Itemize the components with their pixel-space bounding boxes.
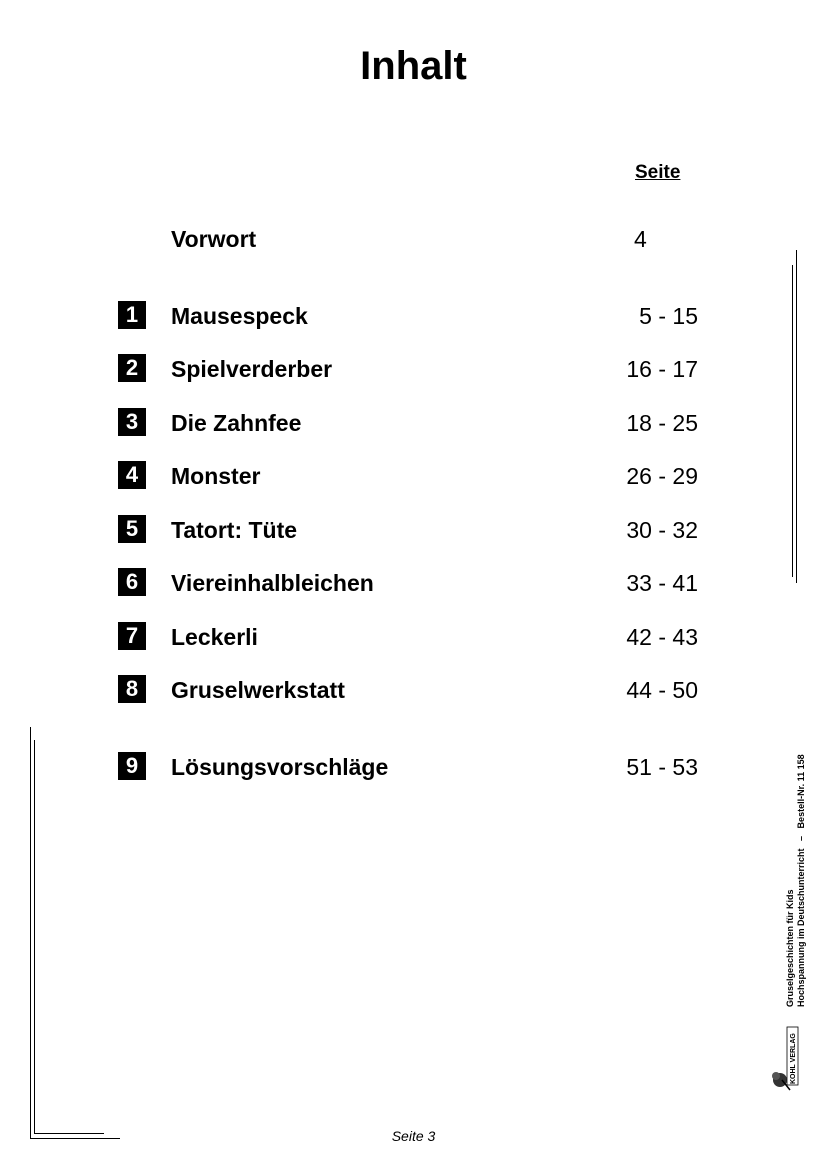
separator-dash: –	[796, 835, 806, 841]
page-column-header: Seite	[635, 162, 681, 183]
toc-entry-pages: 4	[634, 226, 647, 252]
tree-logo-icon	[770, 1022, 800, 1092]
toc-entry-pages: 30 - 32	[626, 517, 698, 543]
chapter-number-badge: 5	[118, 515, 146, 543]
toc-entry-pages: 42 - 43	[626, 624, 698, 650]
toc-entry	[0, 354, 827, 384]
toc-entry-preface	[0, 224, 827, 254]
toc-entry-pages: 51 - 53	[626, 754, 698, 780]
page-title: Inhalt	[360, 44, 467, 88]
toc-entry-title: Viereinhalbleichen	[171, 570, 374, 596]
page-footer: Seite 3	[391, 1128, 436, 1144]
toc-entry	[0, 752, 827, 782]
toc-entry	[0, 301, 827, 331]
chapter-number-badge: 4	[118, 461, 146, 489]
book-title-line: Gruselgeschichten für Kids	[785, 889, 795, 1007]
toc-entry-pages: 33 - 41	[626, 570, 698, 596]
book-subtitle-line: Hochspannung im Deutschunterricht	[796, 848, 806, 1007]
left-frame-line-outer	[30, 727, 31, 1139]
toc-entry-pages: 18 - 25	[626, 410, 698, 436]
toc-entry	[0, 622, 827, 652]
chapter-number-badge: 7	[118, 622, 146, 650]
toc-entry-title: Vorwort	[171, 226, 257, 252]
toc-entry-pages: 16 - 17	[626, 356, 698, 382]
chapter-number-badge: 3	[118, 408, 146, 436]
toc-entry	[0, 461, 827, 491]
toc-entry	[0, 568, 827, 598]
toc-entry-title: Tatort: Tüte	[171, 517, 298, 543]
chapter-number-badge: 8	[118, 675, 146, 703]
toc-entry-title: Monster	[171, 463, 261, 489]
left-frame-line-inner	[34, 740, 35, 1134]
toc-entry-title: Leckerli	[171, 624, 258, 650]
order-number: Bestell-Nr. 11 158	[796, 754, 806, 829]
chapter-number-badge: 6	[118, 568, 146, 596]
chapter-number-badge: 9	[118, 752, 146, 780]
toc-entry-pages: 26 - 29	[626, 463, 698, 489]
toc-entry-title: Spielverderber	[171, 356, 333, 382]
toc-entry-pages: 44 - 50	[626, 677, 698, 703]
publisher-logo	[770, 1022, 800, 1092]
toc-entry-title: Die Zahnfee	[171, 410, 302, 436]
toc-entry-pages: 5 - 15	[639, 303, 698, 329]
publisher-logo-text: KOHL VERLAG	[790, 1033, 797, 1084]
side-credit-text	[785, 754, 807, 1007]
right-frame-line-outer	[796, 250, 797, 583]
right-frame-line-inner	[792, 265, 793, 577]
toc-entry	[0, 408, 827, 438]
chapter-number-badge: 1	[118, 301, 146, 329]
toc-entry-title: Gruselwerkstatt	[171, 677, 345, 703]
chapter-number-badge: 2	[118, 354, 146, 382]
toc-entry	[0, 515, 827, 545]
toc-entry-title: Lösungsvorschläge	[171, 754, 389, 780]
toc-entry	[0, 675, 827, 705]
toc-entry-title: Mausespeck	[171, 303, 308, 329]
